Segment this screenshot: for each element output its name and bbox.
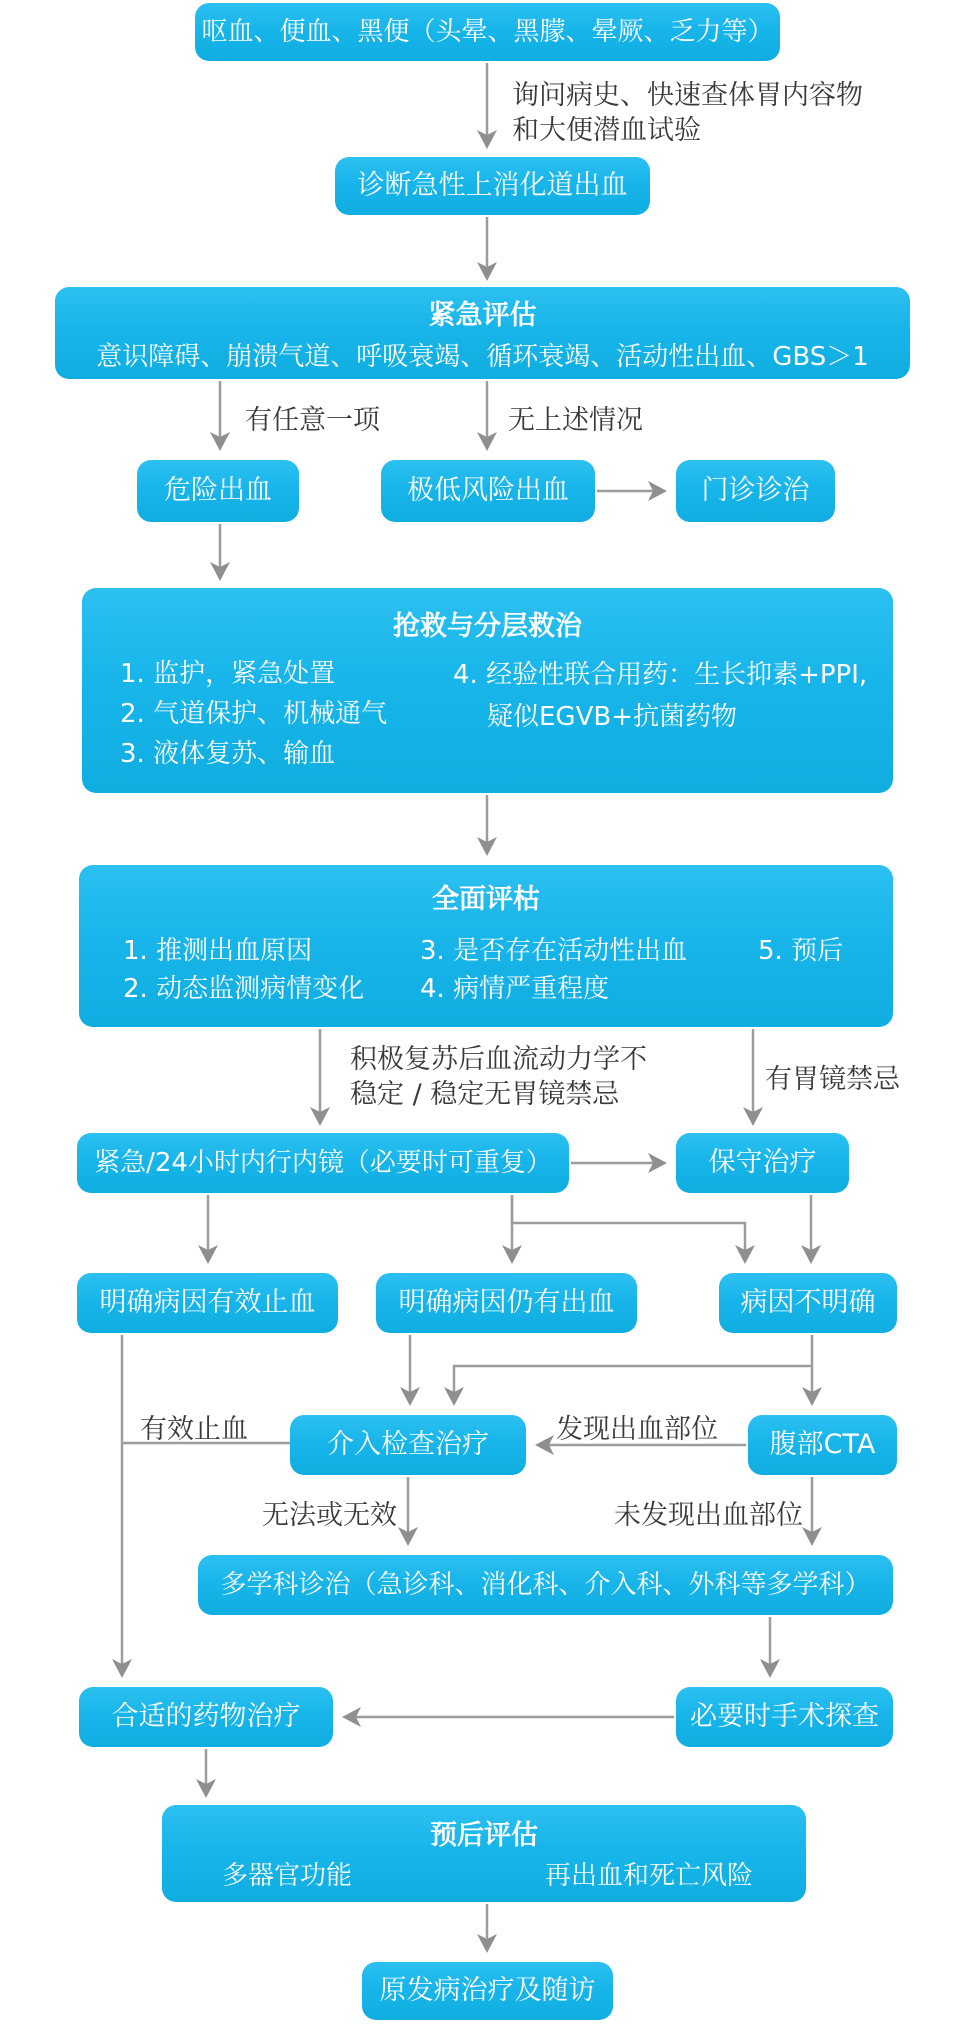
prognosis-right: 再出血和死亡风险 [545,1861,754,1891]
node-very-low-risk: 极低风险出血 [381,460,595,522]
node-outpatient: 门诊诊治 [676,460,835,522]
edge-label-bleeding-site-not-found: 未发现出血部位 [614,1500,803,1531]
edge-label-bleeding-site-found: 发现出血部位 [556,1414,718,1445]
node-comprehensive-assessment [79,865,893,1027]
comprehensive-title: 全面评枯 [432,884,540,915]
node-symptoms: 呕血、便血、黑便（头晕、黑朦、晕厥、乏力等） [195,3,780,61]
edge-label-unable-or-ineffective: 无法或无效 [262,1500,397,1531]
rescue-items-left [120,654,387,774]
node-diagnosis: 诊断急性上消化道出血 [335,157,650,215]
node-dangerous-bleeding: 危险出血 [137,460,299,522]
rescue-item-4-line2: 疑似EGVB+抗菌药物 [487,702,737,732]
comprehensive-item-4: 4. 病情严重程度 [420,974,610,1004]
edge-label-hemodynamics-line1: 积极复苏后血流动力学不 [350,1044,647,1075]
node-prognosis-assessment [162,1805,806,1902]
node-multidisciplinary: 多学科诊治（急诊科、消化科、介入科、外科等多学科） [198,1555,893,1615]
node-abdominal-cta: 腹部CTA [748,1415,897,1475]
urgent-assessment-criteria: 意识障碍、崩溃气道、呼吸衰竭、循环衰竭、活动性出血、GBS＞1 [96,341,869,372]
edge-label-hemodynamics-line2: 稳定 / 稳定无胃镜禁忌 [350,1079,620,1110]
rescue-title: 抢救与分层救治 [393,611,582,642]
edge-label-effective-hemostasis: 有效止血 [140,1414,248,1445]
rescue-item-4-line1: 4. 经验性联合用药：生长抑素+PPI, [453,660,868,690]
urgent-assessment-title: 紧急评估 [428,300,537,331]
edge-label-hemodynamics [350,1042,647,1112]
edge-label-history-exam [512,78,863,148]
node-intervention: 介入检查治疗 [290,1415,526,1475]
comprehensive-item-3: 3. 是否存在活动性出血 [420,936,688,966]
node-surgical-exploration: 必要时手术探查 [676,1687,893,1747]
edge-label-any-one: 有任意一项 [245,405,380,436]
comprehensive-item-1: 1. 推测出血原因 [123,936,313,966]
edge-label-gastroscopy-contraindicated: 有胃镜禁忌 [765,1064,900,1095]
comprehensive-item-5: 5. 预后 [758,936,844,966]
rescue-item-3: 3. 液体复苏、输血 [120,739,336,769]
node-primary-disease-followup: 原发病治疗及随访 [362,1962,613,2020]
rescue-item-1: 1. 监护，紧急处置 [120,659,336,689]
node-cause-unknown: 病因不明确 [719,1273,897,1333]
node-rescue [82,588,893,793]
node-medication: 合适的药物治疗 [79,1687,333,1747]
prognosis-left: 多器官功能 [222,1861,353,1891]
rescue-item-2: 2. 气道保护、机械通气 [120,699,388,729]
edge-label-history-exam-line2: 和大便潜血试验 [512,115,701,146]
node-conservative-treatment: 保守治疗 [676,1133,849,1193]
edge-label-history-exam-line1: 询问病史、快速查体胃内容物 [512,80,863,111]
comprehensive-item-2: 2. 动态监测病情变化 [123,974,365,1004]
node-cause-found-stopped: 明确病因有效止血 [77,1273,338,1333]
edge-label-none-above: 无上述情况 [508,405,643,436]
node-urgent-assessment [55,287,910,379]
node-cause-found-bleeding: 明确病因仍有出血 [376,1273,637,1333]
prognosis-title: 预后评估 [430,1820,538,1851]
rescue-item-4 [453,654,867,738]
node-endoscopy: 紧急/24小时内行内镜（必要时可重复） [77,1133,569,1193]
